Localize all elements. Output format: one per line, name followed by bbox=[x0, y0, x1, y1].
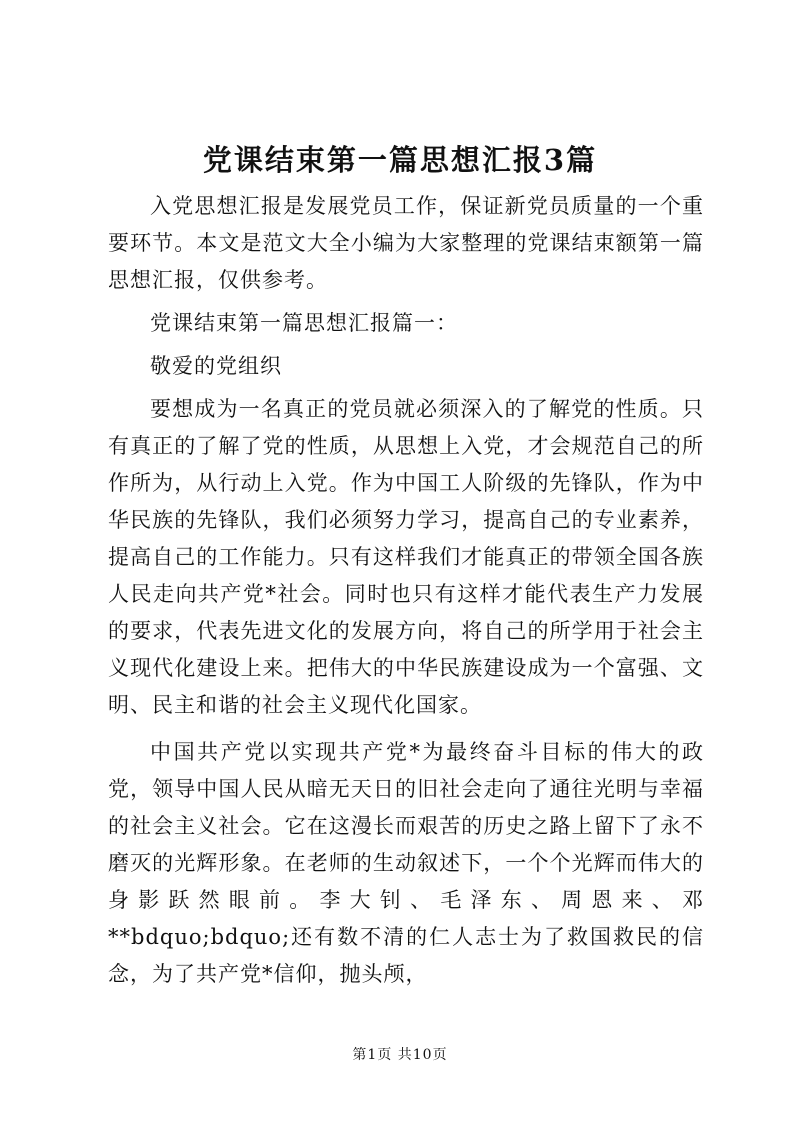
body-paragraph-1: 要想成为一名真正的党员就必须深入的了解党的性质。只有真正的了解了党的性质，从思想上入党，才会规范自己的所作所为，从行动上入党。作为中国工人阶级的先锋队，作为中华民族的先锋队，我们必须努力学习，提高自己的专业素养，提高自己的工作能力。只有这样我们才能真正的带领全国各族人民走向共产党*社会。同时也只有这样才能代表生产力发展的要求，代表先进文化的发展方向，将自己的所学用于社会主义现代化建设上来。把伟大的中华民族建设成为一个富强、文明、民主和谐的社会主义现代化国家。 bbox=[108, 397, 704, 717]
document-title: 党课结束第一篇思想汇报3篇 bbox=[202, 143, 598, 177]
section-heading: 党课结束第一篇思想汇报篇一： bbox=[150, 311, 458, 335]
document-body bbox=[108, 188, 704, 993]
salutation: 敬爱的党组织 bbox=[150, 354, 282, 378]
page-number: 第1页 共10页 bbox=[352, 1047, 448, 1063]
intro-paragraph: 入党思想汇报是发展党员工作，保证新党员质量的一个重要环节。本文是范文大全小编为大家整理的党课结束额第一篇思想汇报，仅供参考。 bbox=[108, 194, 704, 292]
body-paragraph-2: 中国共产党以实现共产党*为最终奋斗目标的伟大的政党，领导中国人民从暗无天日的旧社会走向了通往光明与幸福的社会主义社会。它在这漫长而艰苦的历史之路上留下了永不磨灭的光辉形象。在老师的生动叙述下，一个个光辉而伟大的身影跃然眼前。李大钊、毛泽东、周恩来、邓**bdquo;bdquo;还有数不清的仁人志士为了救国救民的信念，为了共产党*信仰，抛头颅， bbox=[108, 740, 704, 986]
